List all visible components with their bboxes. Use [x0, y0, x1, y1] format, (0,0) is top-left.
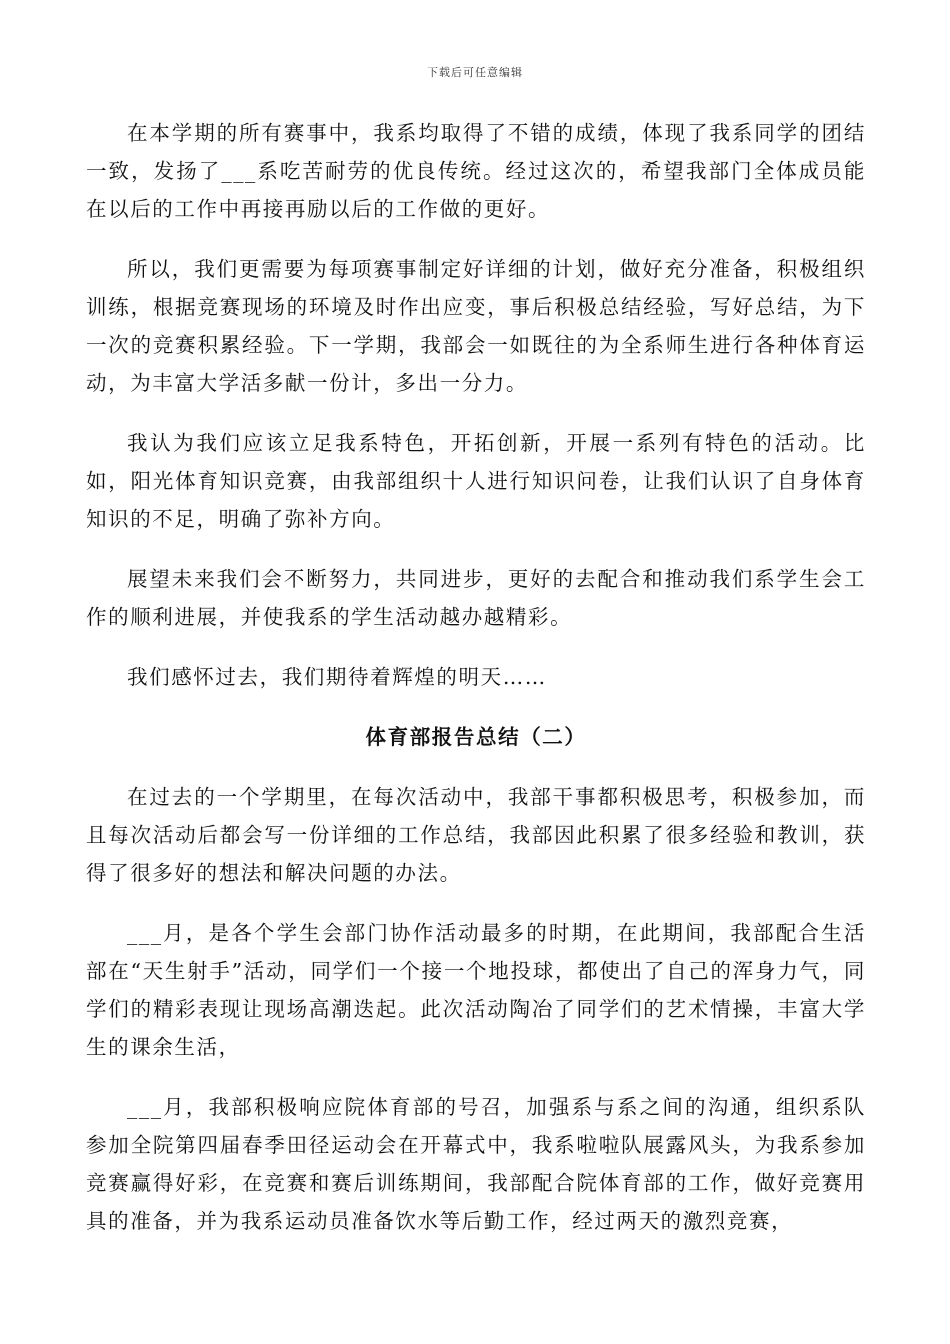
- paragraph: 展望未来我们会不断努力，共同进步，更好的去配合和推动我们系学生会工作的顺利进展，并使我系的学生活动越办越精彩。: [86, 567, 866, 629]
- paragraph: 在过去的一个学期里，在每次活动中，我部干事都积极思考，积极参加，而且每次活动后都会写一份详细的工作总结，我部因此积累了很多经验和教训，获得了很多好的想法和解决问题的办法。: [86, 785, 866, 885]
- paragraph: ___月，我部积极响应院体育部的号召，加强系与系之间的沟通，组织系队参加全院第四届春季田径运动会在开幕式中，我系啦啦队展露风头，为我系参加竞赛赢得好彩，在竞赛和赛后训练期间，我部配合院体育部的工作，做好竞赛用具的准备，并为我系运动员准备饮水等后勤工作，经过两天的激烈竞赛，: [86, 1095, 866, 1233]
- paragraph: 我认为我们应该立足我系特色，开拓创新，开展一系列有特色的活动。比如，阳光体育知识竞赛，由我部组织十人进行知识问卷，让我们认识了自身体育知识的不足，明确了弥补方向。: [86, 431, 866, 531]
- page-header-note: 下载后可任意编辑: [427, 66, 523, 79]
- paragraph-gap: [86, 402, 866, 424]
- section-title: 体育部报告总结（二）: [365, 725, 587, 749]
- paragraph: ___月，是各个学生会部门协作活动最多的时期，在此期间，我部配合生活部在“天生射手”活动，同学们一个接一个地投球，都使出了自己的浑身力气，同学们的精彩表现让现场高潮迭起。此次活动陶冶了同学们的艺术情操，丰富大学生的课余生活，: [86, 921, 866, 1059]
- paragraph-gap: [86, 538, 866, 560]
- paragraph: 在本学期的所有赛事中，我系均取得了不错的成绩，体现了我系同学的团结一致，发扬了___系吃苦耐劳的优良传统。经过这次的，希望我部门全体成员能在以后的工作中再接再励以后的工作做的更好。: [86, 121, 866, 221]
- paragraph-gap: [86, 636, 866, 658]
- paragraph-gap: [86, 228, 866, 250]
- paragraph-gap: [86, 756, 866, 778]
- paragraph-gap: [86, 1066, 866, 1088]
- paragraph-gap: [86, 892, 866, 914]
- paragraph: 我们感怀过去，我们期待着辉煌的明天……: [127, 665, 547, 689]
- paragraph-gap: [86, 696, 866, 718]
- document-body: [86, 114, 866, 1240]
- paragraph: 所以，我们更需要为每项赛事制定好详细的计划，做好充分准备，积极组织训练，根据竞赛现场的环境及时作出应变，事后积极总结经验，写好总结，为下一次的竞赛积累经验。下一学期，我部会一如既往的为全系师生进行各种体育运动，为丰富大学活多献一份计，多出一分力。: [86, 257, 866, 395]
